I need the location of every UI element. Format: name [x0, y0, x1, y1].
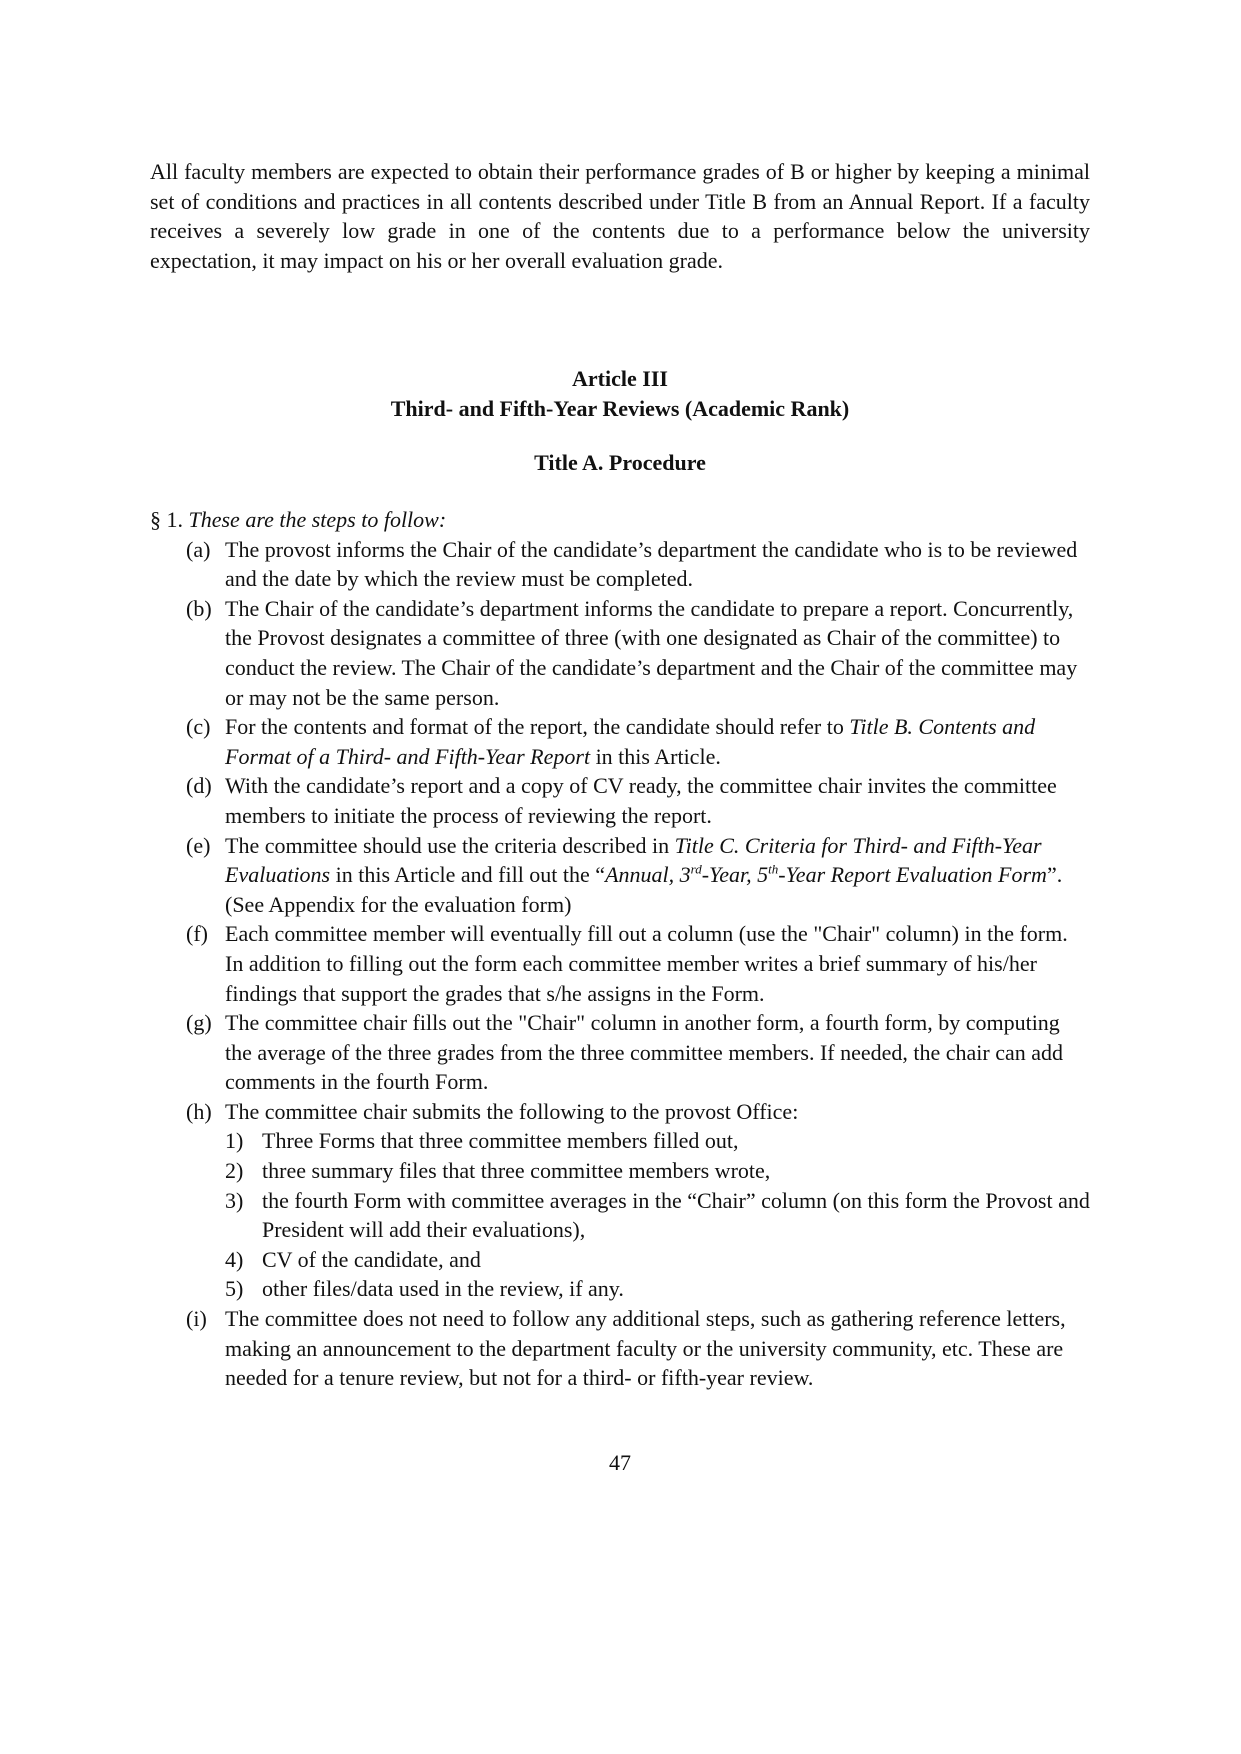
step-text — [225, 714, 1035, 769]
step-b — [150, 594, 1090, 712]
steps-list — [150, 535, 1090, 1393]
step-text-part: in this Article. — [590, 743, 721, 769]
step-h — [150, 1097, 1090, 1304]
section-intro-text: These are the steps to follow: — [188, 507, 447, 532]
step-label: (f) — [186, 921, 208, 947]
step-text: With the candidate’s report and a copy of CV ready, the committee chair invites the committee members to initiate the process of reviewing the report. — [225, 773, 1057, 828]
step-text: The committee chair fills out the "Chair" column in another form, a fourth form, by computing the average of the three grades from the three committee members. If needed, the chair can add comments in the fourth Form. — [225, 1010, 1064, 1095]
form-name-part: Annual, 3 — [605, 862, 691, 888]
section-title: Title A. Procedure — [534, 450, 706, 475]
substep-text: three summary files that three committee members wrote, — [262, 1158, 771, 1184]
step-text-part: in this Article and fill out the “ — [330, 862, 606, 888]
step-d — [150, 771, 1090, 830]
superscript: th — [768, 861, 779, 877]
form-name-part: -Year, 5 — [701, 862, 769, 888]
step-text: The committee does not need to follow any additional steps, such as gathering reference letters, making an announcement to the department faculty or the university community, etc. These are needed for a tenure review, but not for a third- or fifth-year review. — [225, 1306, 1066, 1391]
superscript: rd — [690, 861, 702, 877]
step-text: The provost informs the Chair of the candidate’s department the candidate who is to be reviewed and the date by which the review must be completed. — [225, 536, 1078, 592]
substep-label: 1) — [225, 1128, 244, 1154]
cross-reference: Title B. Contents and Format of a Third- and Fifth-Year Report — [225, 714, 1036, 769]
substep-label: 4) — [225, 1246, 244, 1272]
substep-3 — [225, 1186, 1090, 1245]
step-label: (g) — [186, 1010, 212, 1036]
step-label: (c) — [186, 714, 211, 740]
substep-label: 5) — [225, 1276, 244, 1302]
substep-text: CV of the candidate, and — [262, 1246, 481, 1272]
step-text — [225, 833, 1062, 917]
step-e — [150, 831, 1090, 920]
step-label: (a) — [186, 536, 211, 562]
substep-1 — [225, 1126, 1090, 1156]
substep-text: Three Forms that three committee members filled out, — [262, 1128, 739, 1154]
form-name — [605, 862, 1047, 887]
step-text-part: The committee should use the criteria described in — [225, 832, 675, 858]
step-label: (e) — [186, 832, 211, 858]
section-intro — [150, 505, 1090, 535]
substep-2 — [225, 1156, 1090, 1186]
article-title: Third- and Fifth-Year Reviews (Academic Rank) — [390, 396, 850, 421]
substep-text: the fourth Form with committee averages in the “Chair” column (on this form the Provost and President will add their evaluations), — [262, 1187, 1090, 1243]
step-text: The Chair of the candidate’s department informs the candidate to prepare a report. Concurrently, the Provost designates a committee of three (with one designated as Chair of the committee) to conduct the review. The Chair of the candidate’s department and the Chair of the committee may or may not be the same person. — [225, 595, 1078, 710]
substep-5 — [225, 1274, 1090, 1304]
page-number: 47 — [609, 1450, 631, 1475]
step-g — [150, 1008, 1090, 1097]
submission-list — [225, 1126, 1090, 1304]
step-text: Each committee member will eventually fill out a column (use the "Chair" column) in the form. In addition to filling out the form each committee member writes a brief summary of his/her findings that support the grades that s/he assigns in the Form. — [225, 921, 1068, 1006]
step-label: (i) — [186, 1306, 207, 1332]
step-label: (h) — [186, 1098, 212, 1124]
substep-4 — [225, 1245, 1090, 1275]
section-mark: § 1. — [150, 507, 183, 532]
step-c — [150, 712, 1090, 771]
article-number: Article III — [572, 366, 668, 391]
step-f — [150, 919, 1090, 1008]
cross-reference: Title C. Criteria for Third- and Fifth-Year Evaluations — [225, 832, 1042, 888]
step-text: The committee chair submits the following to the provost Office: — [225, 1098, 799, 1124]
substep-text: other files/data used in the review, if any. — [262, 1276, 624, 1302]
step-text-part: ”. (See Appendix for the evaluation form) — [225, 862, 1063, 917]
substep-label: 3) — [225, 1187, 244, 1213]
procedure-section — [150, 505, 1090, 1393]
step-label: (d) — [186, 773, 212, 799]
intro-paragraph: All faculty members are expected to obtain their performance grades of B or higher by keeping a minimal set of conditions and practices in all contents described under Title B from an Annual Report. If a faculty receives a severely low grade in one of the contents due to a performance below the university expectation, it may impact on his or her overall evaluation grade. — [150, 159, 1090, 273]
step-i — [150, 1304, 1090, 1393]
form-name-part: -Year Report Evaluation Form — [778, 862, 1047, 888]
step-text-part: For the contents and format of the report, the candidate should refer to — [225, 714, 850, 740]
step-a — [150, 535, 1090, 594]
step-label: (b) — [186, 595, 212, 621]
substep-label: 2) — [225, 1158, 244, 1184]
